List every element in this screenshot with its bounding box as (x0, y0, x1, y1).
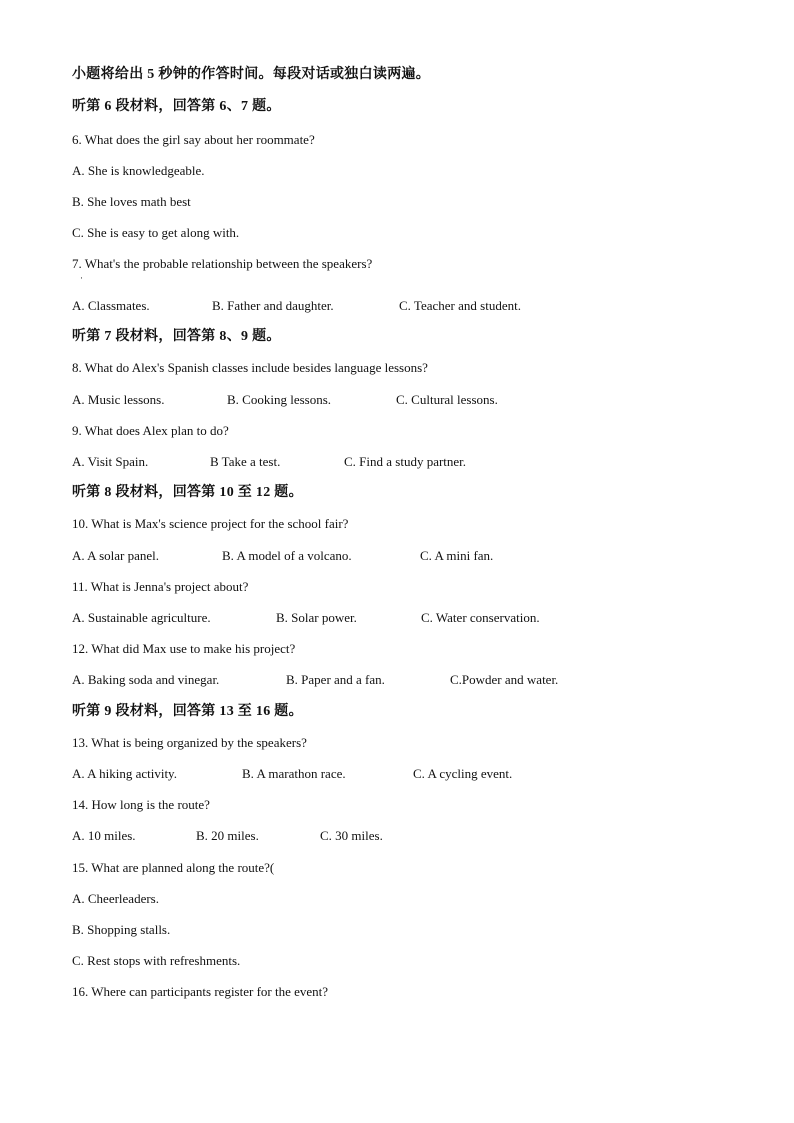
option-8a: A. Music lessons. (72, 392, 165, 407)
section-heading-6: 听第 6 段材料，回答第 6、7 题。 (72, 99, 281, 114)
option-6b: B. She loves math best (72, 194, 191, 209)
option-12b: B. Paper and a fan. (286, 672, 385, 687)
question-10: 10. What is Max's science project for the school fair? (72, 516, 349, 531)
instruction-line: 小题将给出 5 秒钟的作答时间。每段对话或独白读两遍。 (72, 67, 431, 82)
option-14a: A. 10 miles. (72, 828, 136, 843)
question-12: 12. What did Max use to make his project? (72, 641, 296, 656)
section-heading-7: 听第 7 段材料，回答第 8、9 题。 (72, 329, 281, 344)
option-6c: C. She is easy to get along with. (72, 225, 240, 240)
option-8c: C. Cultural lessons. (396, 392, 498, 407)
option-13b: B. A marathon race. (242, 766, 346, 781)
question-15: 15. What are planned along the route?( (72, 860, 275, 875)
option-10a: A. A solar panel. (72, 548, 160, 563)
option-6a: A. She is knowledgeable. (72, 163, 205, 178)
question-6: 6. What does the girl say about her roommate? (72, 132, 315, 147)
option-7c: C. Teacher and student. (399, 298, 521, 313)
option-9b: B Take a test. (210, 454, 281, 469)
option-13a: A. A hiking activity. (72, 766, 177, 781)
question-11: 11. What is Jenna's project about? (72, 579, 249, 594)
option-7b: B. Father and daughter. (212, 298, 334, 313)
question-9: 9. What does Alex plan to do? (72, 423, 229, 438)
option-15c: C. Rest stops with refreshments. (72, 953, 241, 968)
section-heading-9: 听第 9 段材料，回答第 13 至 16 题。 (72, 704, 303, 719)
question-13: 13. What is being organized by the speakers? (72, 735, 307, 750)
question-8: 8. What do Alex's Spanish classes include besides language lessons? (72, 360, 428, 375)
option-15a: A. Cheerleaders. (72, 891, 159, 906)
option-14b: B. 20 miles. (196, 828, 259, 843)
section-heading-8: 听第 8 段材料，回答第 10 至 12 题。 (72, 485, 303, 500)
option-12a: A. Baking soda and vinegar. (72, 672, 220, 687)
question-7: 7. What's the probable relationship between the speakers? (72, 256, 373, 271)
option-13c: C. A cycling event. (413, 766, 513, 781)
option-10b: B. A model of a volcano. (222, 548, 352, 563)
option-11b: B. Solar power. (276, 610, 357, 625)
option-14c: C. 30 miles. (320, 828, 383, 843)
option-9a: A. Visit Spain. (72, 454, 149, 469)
question-16: 16. Where can participants register for the event? (72, 984, 329, 999)
option-11c: C. Water conservation. (421, 610, 540, 625)
option-12c: C.Powder and water. (450, 672, 559, 687)
option-15b: B. Shopping stalls. (72, 922, 171, 937)
option-9c: C. Find a study partner. (344, 454, 467, 469)
question-14: 14. How long is the route? (72, 797, 210, 812)
option-7a: A. Classmates. (72, 298, 150, 313)
stray-dot: · (80, 273, 83, 283)
option-8b: B. Cooking lessons. (227, 392, 332, 407)
option-10c: C. A mini fan. (420, 548, 494, 563)
option-11a: A. Sustainable agriculture. (72, 610, 211, 625)
